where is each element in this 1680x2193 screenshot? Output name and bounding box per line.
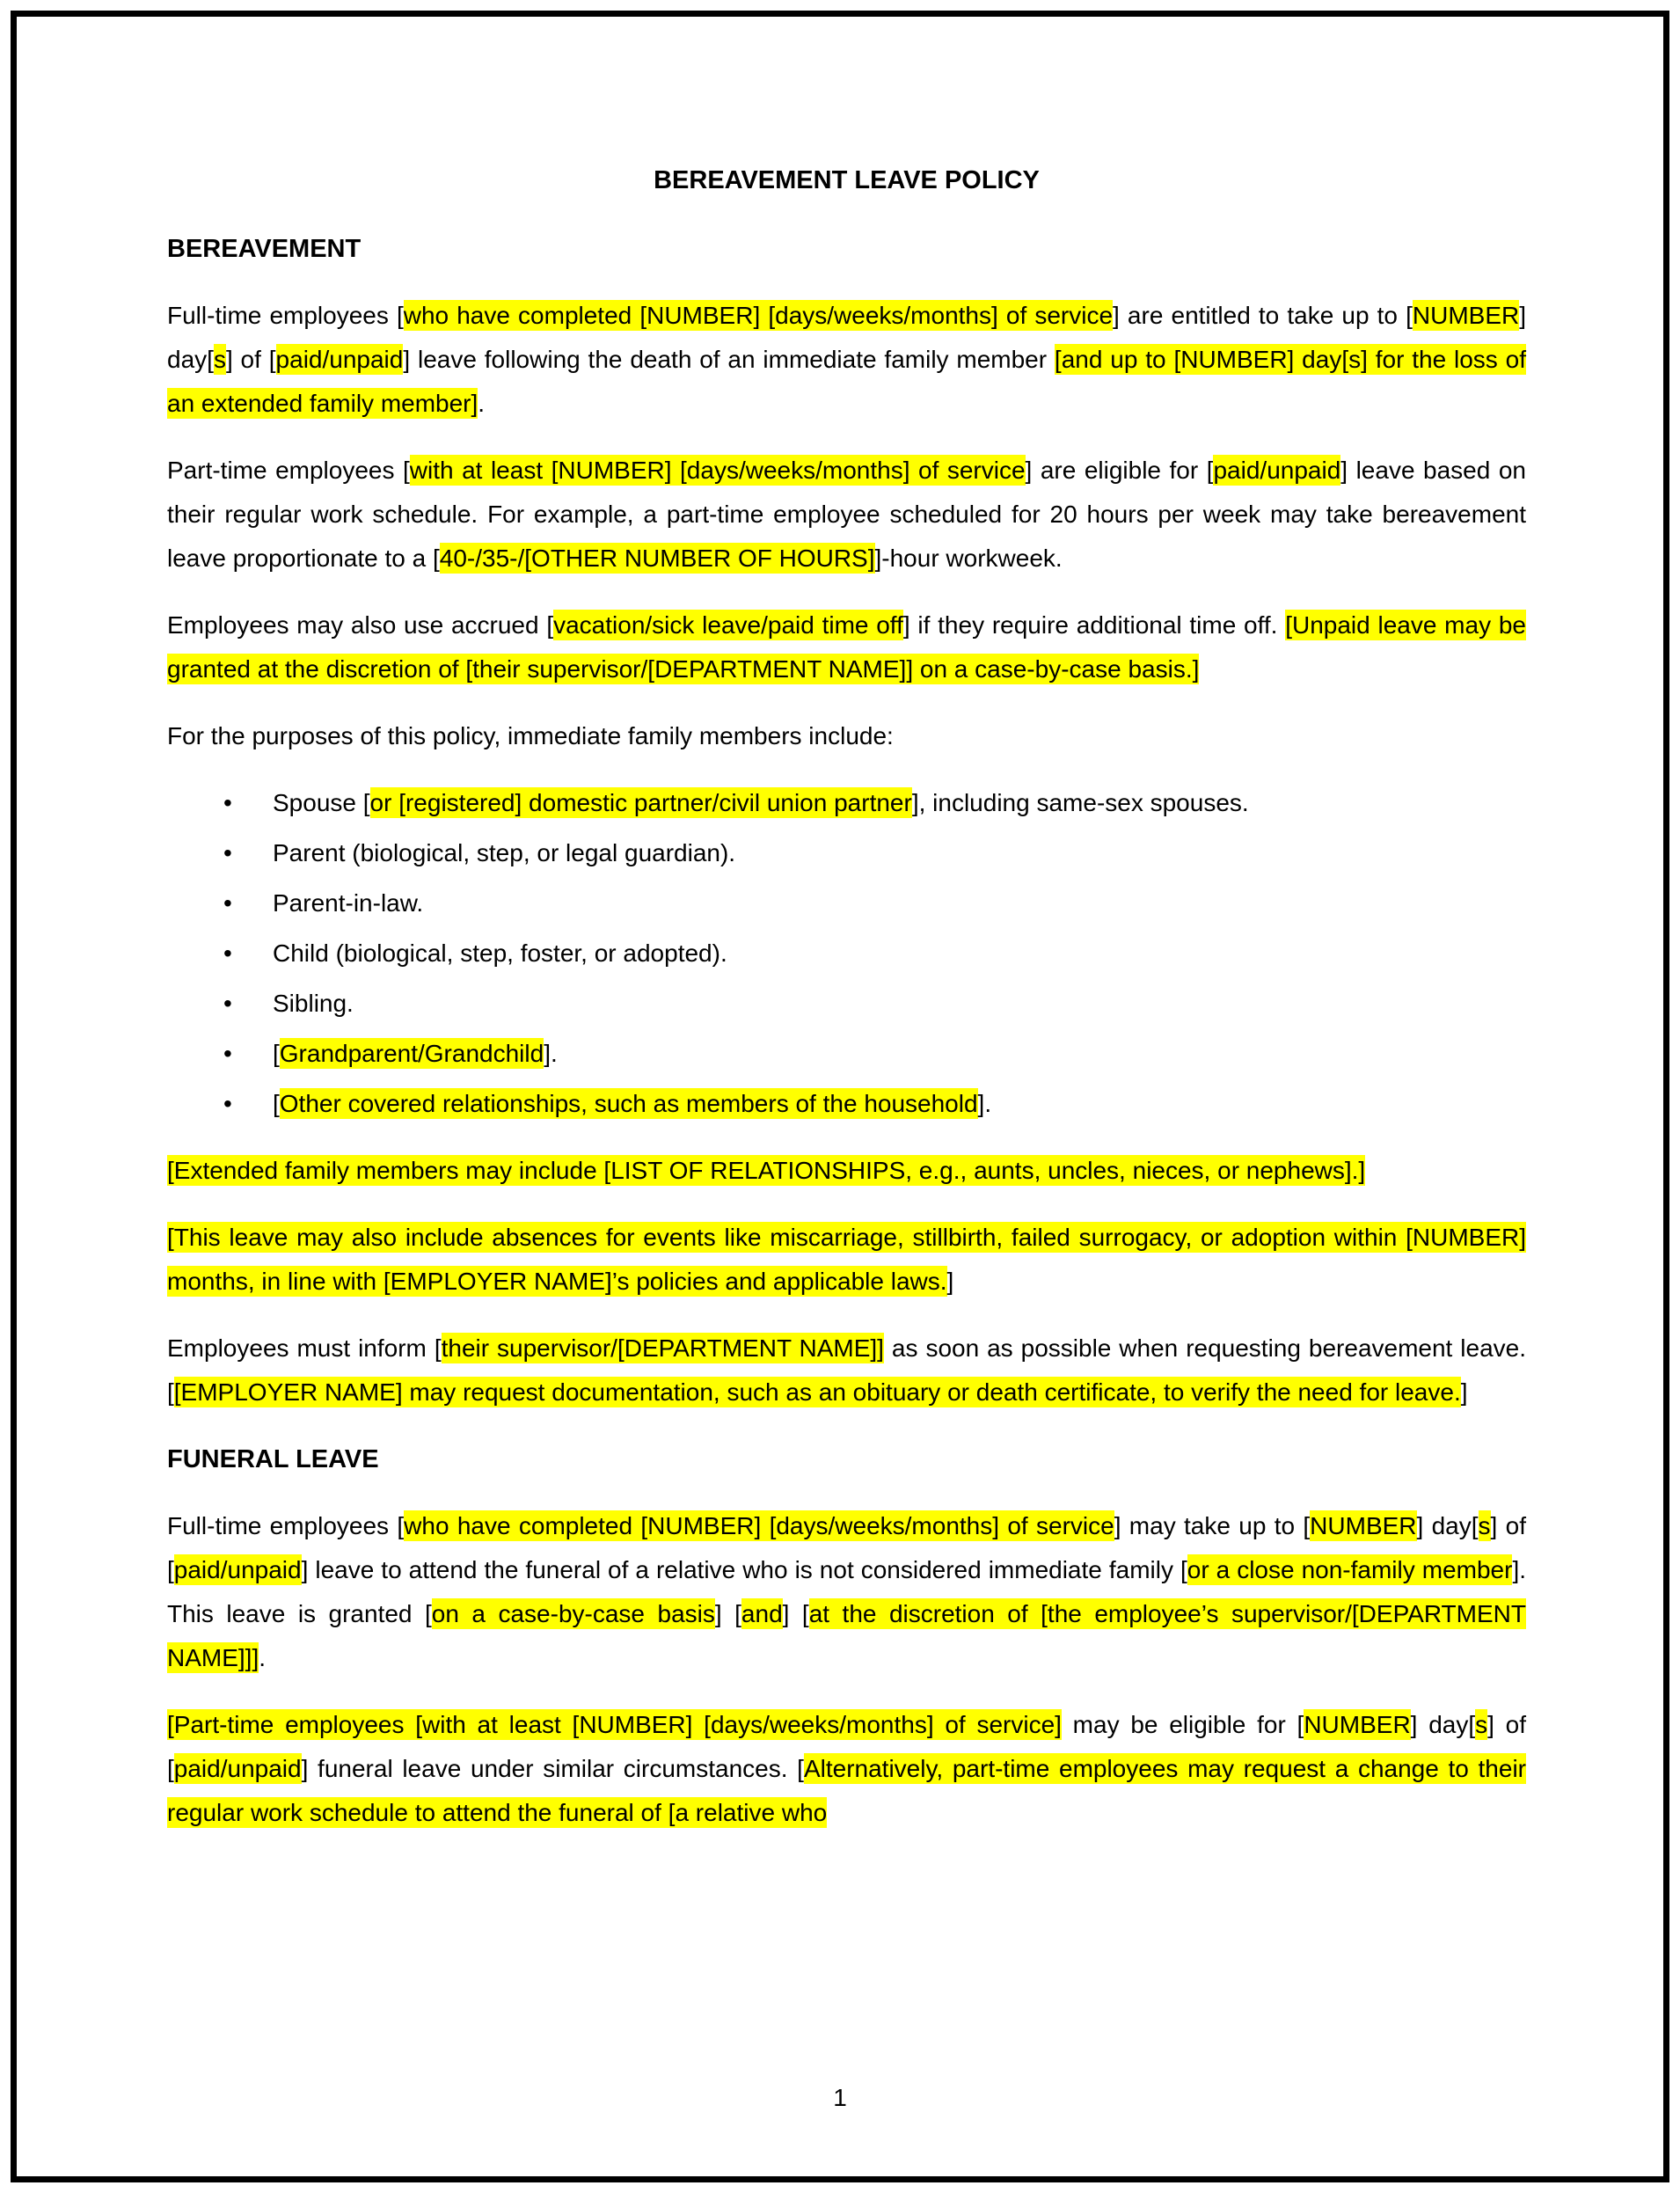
text-run: ]. <box>544 1040 558 1067</box>
text-run: ] day[ <box>167 302 1527 373</box>
text-run: ]. This leave is granted [ <box>167 1556 1526 1627</box>
highlighted-text: who have completed [NUMBER] [days/weeks/months] of service <box>403 302 1114 329</box>
text-run: . <box>478 390 486 417</box>
list-item <box>167 932 1526 976</box>
paragraph <box>167 449 1526 581</box>
highlighted-text: Alternatively, part-time employees may request a change to their regular work schedule to attend the funeral of [a relative who <box>167 1755 1526 1826</box>
text-run: Employees must inform [ <box>167 1334 442 1362</box>
paragraph <box>167 714 1526 758</box>
document-body <box>167 227 1526 1835</box>
text-run: ] leave following the death of an immediate family member <box>403 346 1055 373</box>
page-number: 1 <box>833 2084 847 2111</box>
list-item <box>167 1032 1526 1076</box>
text-run: ] if they require additional time off. <box>902 611 1286 639</box>
text-run: Employees may also use accrued [ <box>167 611 554 639</box>
highlighted-text: with at least [NUMBER] [days/weeks/months] of service <box>409 457 1026 484</box>
highlighted-text: [and up to [NUMBER] day[s] for the loss of an extended family member] <box>167 346 1527 417</box>
highlighted-text: their supervisor/[DEPARTMENT NAME]] <box>441 1334 884 1362</box>
paragraph <box>167 603 1526 691</box>
text-run: ] [ <box>782 1600 809 1627</box>
text-run: ] <box>946 1268 954 1295</box>
text-run: ] funeral leave under similar circumstances. [ <box>301 1755 804 1782</box>
paragraph <box>167 1504 1526 1680</box>
highlighted-text: s <box>1475 1711 1488 1738</box>
list-item <box>167 831 1526 875</box>
text-run: . <box>259 1644 267 1671</box>
text-run: Parent (biological, step, or legal guardian). <box>273 839 736 866</box>
text-run: may be eligible for [ <box>1061 1711 1304 1738</box>
text-run: Sibling. <box>273 990 354 1017</box>
document-title: BEREAVEMENT LEAVE POLICY <box>654 166 1040 194</box>
text-run: ] are entitled to take up to [ <box>1113 302 1413 329</box>
section-heading <box>167 1437 1526 1481</box>
highlighted-text: [This leave may also include absences for events like miscarriage, stillbirth, failed surrogacy, or adoption within [NUMBER] months, in line with [EMPLOYER NAME]’s policies and applicable laws. <box>167 1224 1526 1295</box>
text-run: ]. <box>977 1090 992 1117</box>
highlighted-text: paid/unpaid <box>1213 457 1341 484</box>
highlighted-text: s <box>1478 1512 1491 1539</box>
text-run: ], including same-sex spouses. <box>911 789 1249 816</box>
highlighted-text: Other covered relationships, such as members of the household <box>279 1090 978 1117</box>
highlighted-text: or [registered] domestic partner/civil union partner <box>369 789 912 816</box>
highlighted-text: 40-/35-/[OTHER NUMBER OF HOURS] <box>439 545 875 572</box>
text-run: ] day[ <box>1410 1711 1476 1738</box>
list-item <box>167 982 1526 1026</box>
paragraph <box>167 1703 1526 1835</box>
text-run: ] of [ <box>167 1512 1526 1583</box>
highlighted-text: [EMPLOYER NAME] may request documentation, such as an obituary or death certificate, to verify the need for leave. <box>173 1378 1461 1406</box>
highlighted-text: and <box>741 1600 783 1627</box>
text-run: ] of [ <box>225 346 276 373</box>
highlighted-text: Grandparent/Grandchild <box>279 1040 544 1067</box>
text-run: ] leave based on their regular work schedule. For example, a part-time employee scheduled for 20 hours per week may take bereavement leave proportionate to a [ <box>167 457 1526 572</box>
text-run: FUNERAL LEAVE <box>167 1445 379 1473</box>
text-run: ] <box>1460 1378 1468 1406</box>
highlighted-text: NUMBER <box>1304 1711 1411 1738</box>
text-run: ] of [ <box>167 1711 1526 1782</box>
text-run: BEREAVEMENT <box>167 235 362 263</box>
text-run: Child (biological, step, foster, or adopted). <box>273 939 727 967</box>
section-heading <box>167 227 1526 271</box>
paragraph <box>167 1327 1526 1414</box>
document-content <box>167 158 1526 1858</box>
highlighted-text: [Extended family members may include [LIST OF RELATIONSHIPS, e.g., aunts, uncles, nieces, or nephews].] <box>167 1157 1366 1184</box>
text-run: ]-hour workweek. <box>874 545 1063 572</box>
highlighted-text: s <box>213 346 226 373</box>
text-run: ] may take up to [ <box>1114 1512 1311 1539</box>
text-run: Parent-in-law. <box>273 889 424 917</box>
text-run: [ <box>273 1090 280 1117</box>
bullet-list <box>167 781 1526 1126</box>
text-run: Full-time employees [ <box>167 302 404 329</box>
text-run: ] day[ <box>1416 1512 1479 1539</box>
highlighted-text: paid/unpaid <box>173 1556 302 1583</box>
highlighted-text: paid/unpaid <box>173 1755 302 1782</box>
paragraph <box>167 1216 1526 1304</box>
text-run: ] [ <box>714 1600 741 1627</box>
highlighted-text: NUMBER <box>1310 1512 1417 1539</box>
highlighted-text: [Unpaid leave may be granted at the discretion of [their supervisor/[DEPARTMENT NAME]] on a case-by-case basis.] <box>167 611 1526 683</box>
text-run: as soon as possible when requesting bereavement leave. [ <box>167 1334 1526 1406</box>
paragraph <box>167 294 1526 426</box>
highlighted-text: [Part-time employees [with at least [NUMBER] [days/weeks/months] of service] <box>167 1711 1062 1738</box>
list-item <box>167 881 1526 925</box>
paragraph <box>167 1149 1526 1193</box>
text-run: Full-time employees [ <box>167 1512 405 1539</box>
highlighted-text: paid/unpaid <box>275 346 404 373</box>
list-item <box>167 781 1526 825</box>
text-run: Part-time employees [ <box>167 457 410 484</box>
highlighted-text: at the discretion of [the employee’s supervisor/[DEPARTMENT NAME]]] <box>167 1600 1526 1671</box>
highlighted-text: who have completed [NUMBER] [days/weeks/months] of service <box>404 1512 1114 1539</box>
text-run: For the purposes of this policy, immediate family members include: <box>167 722 894 749</box>
text-run: ] leave to attend the funeral of a relative who is not considered immediate family [ <box>301 1556 1187 1583</box>
text-run: Spouse [ <box>273 789 370 816</box>
highlighted-text: vacation/sick leave/paid time off <box>553 611 903 639</box>
text-run: [ <box>273 1040 280 1067</box>
text-run: ] are eligible for [ <box>1025 457 1214 484</box>
highlighted-text: or a close non-family member <box>1187 1556 1513 1583</box>
highlighted-text: NUMBER <box>1412 302 1520 329</box>
list-item <box>167 1082 1526 1126</box>
highlighted-text: on a case-by-case basis <box>431 1600 715 1627</box>
